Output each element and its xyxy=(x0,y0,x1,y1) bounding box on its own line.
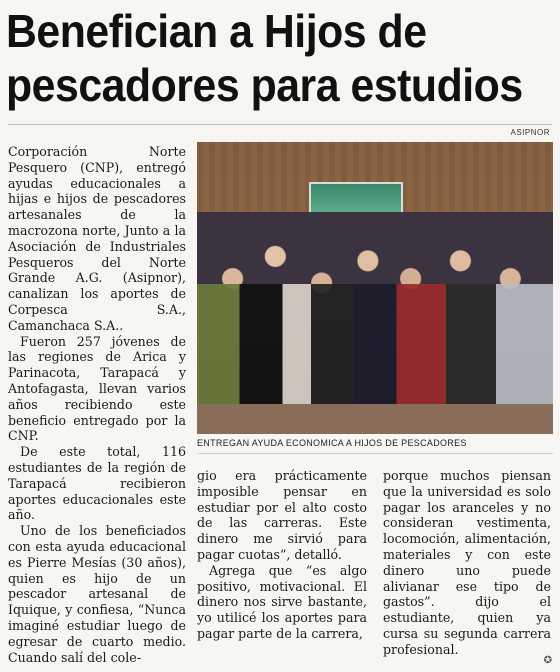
headline-line-2: pescadores para estudios xyxy=(6,59,523,111)
headline-rule xyxy=(8,124,552,125)
photo-credit: ASIPNOR xyxy=(510,128,550,137)
paragraph: porque muchos piensan que la universidad es solo pagar los aranceles y no consideran vestimenta, locomoción, alimentación, materiales y con este dinero uno puede alivianar ese tipo de gastos”. dijo el estudiante, quien ya cursa su segunda carrera profesional. xyxy=(383,468,551,657)
text-column-3 xyxy=(383,468,551,658)
end-mark-icon: ✪ xyxy=(543,655,552,666)
paragraph: De este total, 116 estudiantes de la región de Tarapacá recibieron aportes educacionales este año. xyxy=(8,444,186,523)
photo-floor xyxy=(197,404,553,434)
paragraph: gio era prácticamente imposible pensar en estudiar por el alto costo de las carreras. Este dinero me sirvió para pagar cuotas”, detalló. xyxy=(197,468,367,562)
paragraph: Fueron 257 jóvenes de las regiones de Arica y Parinacota, Tarapacá y Antofagasta, llevan varios años recibiendo este beneficio entregado por la CNP. xyxy=(8,333,186,444)
paragraph: Corporación Norte Pesquero (CNP), entregó ayudas educacionales a hijas e hijos de pescadores artesanales de la macrozona norte, Junto a la Asociación de Industriales Pesqueros del Norte Grande A.G. (Asipnor), canalizan los aportes de Corpesca S.A., Camanchaca S.A.. xyxy=(8,144,186,333)
text-column-1 xyxy=(8,144,186,665)
headline-line-1: Benefician a Hijos de xyxy=(6,5,427,57)
text-column-2 xyxy=(197,468,367,642)
photo-caption: ENTREGAN AYUDA ECONOMICA A HIJOS DE PESCADORES xyxy=(197,438,553,454)
paragraph: Agrega que “es algo positivo, motivacional. El dinero nos sirve bastante, yo utilicé los aportes para pagar parte de la carrera, xyxy=(197,562,367,641)
group-photo xyxy=(197,142,553,434)
headline xyxy=(6,4,523,112)
paragraph: Uno de los beneficiados con esta ayuda educacional es Pierre Mesías (30 años), quien es hijo de un pescador artesanal de Iquique, y confiesa, “Nunca imaginé estudiar luego de egresar de cuarto medio. Cuando salí del cole- xyxy=(8,523,186,665)
